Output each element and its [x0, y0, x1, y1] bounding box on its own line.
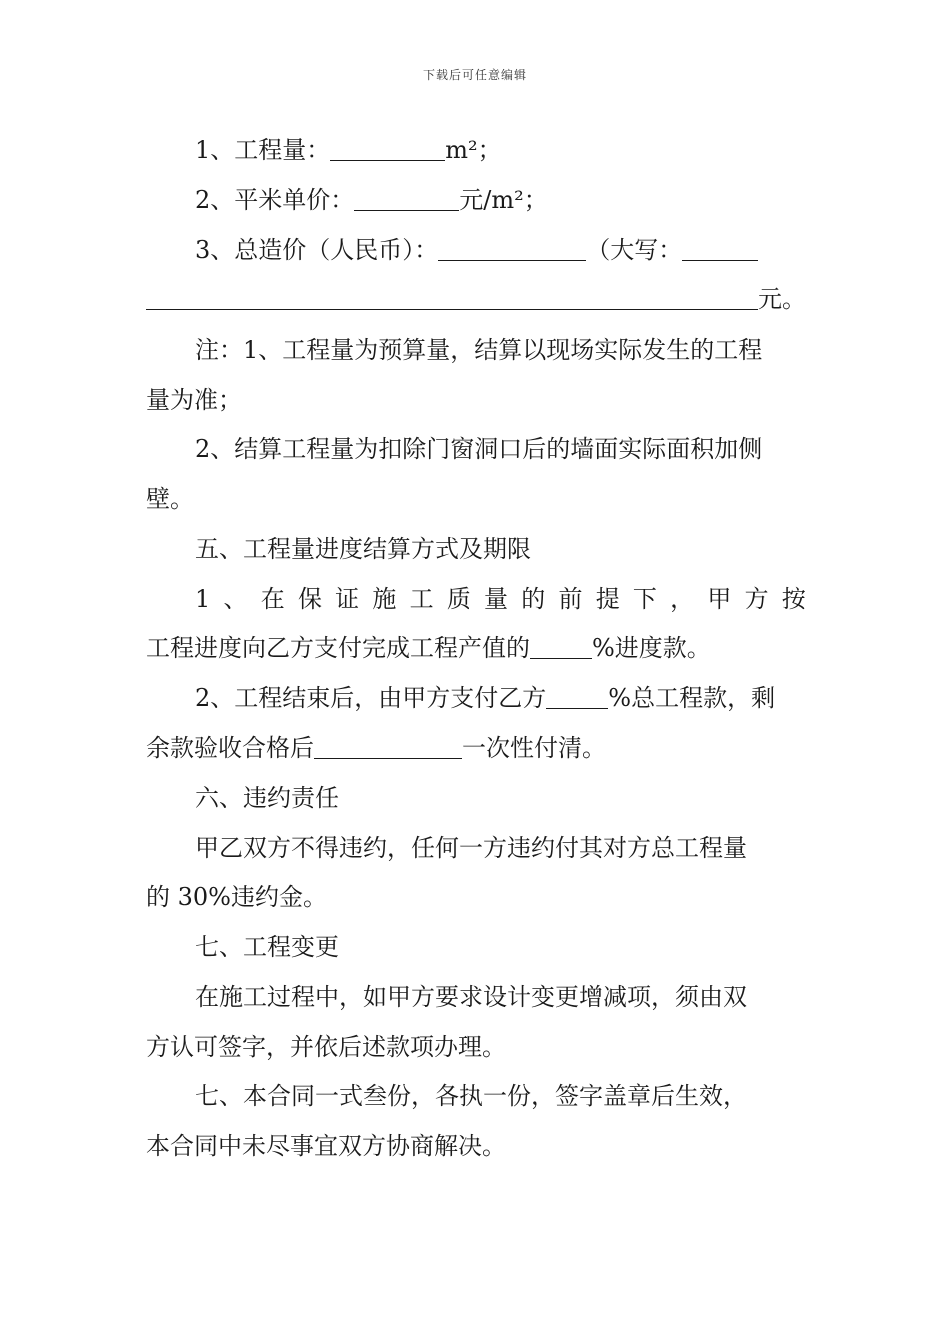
progress-payment-suffix: %进度款。 [592, 634, 711, 662]
balance-term-blank [314, 728, 462, 759]
s5-char: 工 [409, 585, 434, 613]
s5-char: 1 [195, 585, 211, 613]
total-capital-line [146, 279, 806, 319]
final-percent-blank [546, 678, 608, 709]
total-price-capital-label: （大写： [586, 236, 683, 264]
balance-suffix: 一次性付清。 [462, 734, 606, 762]
final-payment-suffix: %总工程款，剩 [608, 684, 776, 712]
note2-line1: 2、结算工程量为扣除门窗洞口后的墙面实际面积加侧 [195, 435, 763, 463]
section5-title: 五、工程量进度结算方式及期限 [195, 535, 531, 563]
s5-char: 在 [260, 585, 285, 613]
total-capital-blank [682, 230, 758, 261]
section5-p1-line1 [195, 579, 806, 619]
section5-p2-line2 [146, 728, 806, 768]
note1-line1: 注：1、工程量为预算量，结算以现场实际发生的工程 [195, 336, 763, 364]
s5-char: 质 [446, 585, 471, 613]
balance-text: 余款验收合格后 [146, 734, 314, 762]
s5-char: 证 [335, 585, 360, 613]
section5-p1-line2 [146, 628, 806, 668]
total-capital-blank-cont [146, 279, 758, 310]
s5-char: 前 [558, 585, 583, 613]
closing-line2: 本合同中未尽事宜双方协商解决。 [146, 1132, 506, 1160]
section7-title: 七、工程变更 [195, 933, 339, 961]
quantity-unit: m²； [445, 136, 502, 164]
s5-char: 保 [297, 585, 322, 613]
final-payment-text: 2、工程结束后，由甲方支付乙方 [195, 684, 547, 712]
s5-char: 量 [484, 585, 509, 613]
total-price-line [195, 230, 806, 270]
section6-title: 六、违约责任 [195, 784, 339, 812]
total-capital-unit: 元。 [758, 285, 806, 313]
section6-line2: 的 30%违约金。 [146, 883, 327, 911]
s5-char: 施 [372, 585, 397, 613]
page-header-note: 下载后可任意编辑 [422, 68, 527, 82]
total-price-blank [438, 230, 586, 261]
unit-price-blank [354, 180, 459, 211]
unit-price-unit: 元/m²； [459, 186, 548, 214]
s5-char: 提 [595, 585, 620, 613]
s5-char: ， [670, 585, 695, 613]
s5-char: 甲 [707, 585, 732, 613]
s5-char: 、 [223, 585, 248, 613]
unit-price-label: 2、平米单价： [195, 186, 355, 214]
s5-char: 的 [521, 585, 546, 613]
quantity-blank [330, 130, 445, 161]
progress-percent-blank [530, 628, 592, 659]
section5-p2-line1 [195, 678, 806, 718]
note1-line2: 量为准； [146, 386, 242, 414]
section6-line1: 甲乙双方不得违约，任何一方违约付其对方总工程量 [195, 834, 747, 862]
note2-line2: 壁。 [146, 485, 194, 513]
section7-line1: 在施工过程中，如甲方要求设计变更增减项，须由双 [195, 983, 747, 1011]
s5-char: 下 [632, 585, 657, 613]
total-price-label: 3、总造价（人民币）： [195, 236, 439, 264]
progress-payment-text: 工程进度向乙方支付完成工程产值的 [146, 634, 530, 662]
closing-line1: 七、本合同一式叁份，各执一份，签字盖章后生效， [195, 1082, 747, 1110]
unit-price-line [195, 180, 806, 220]
quantity-line [195, 130, 806, 170]
s5-char: 方 [744, 585, 769, 613]
quantity-label: 1、工程量： [195, 136, 331, 164]
section7-line2: 方认可签字，并依后述款项办理。 [146, 1033, 506, 1061]
s5-char: 按 [781, 585, 806, 613]
